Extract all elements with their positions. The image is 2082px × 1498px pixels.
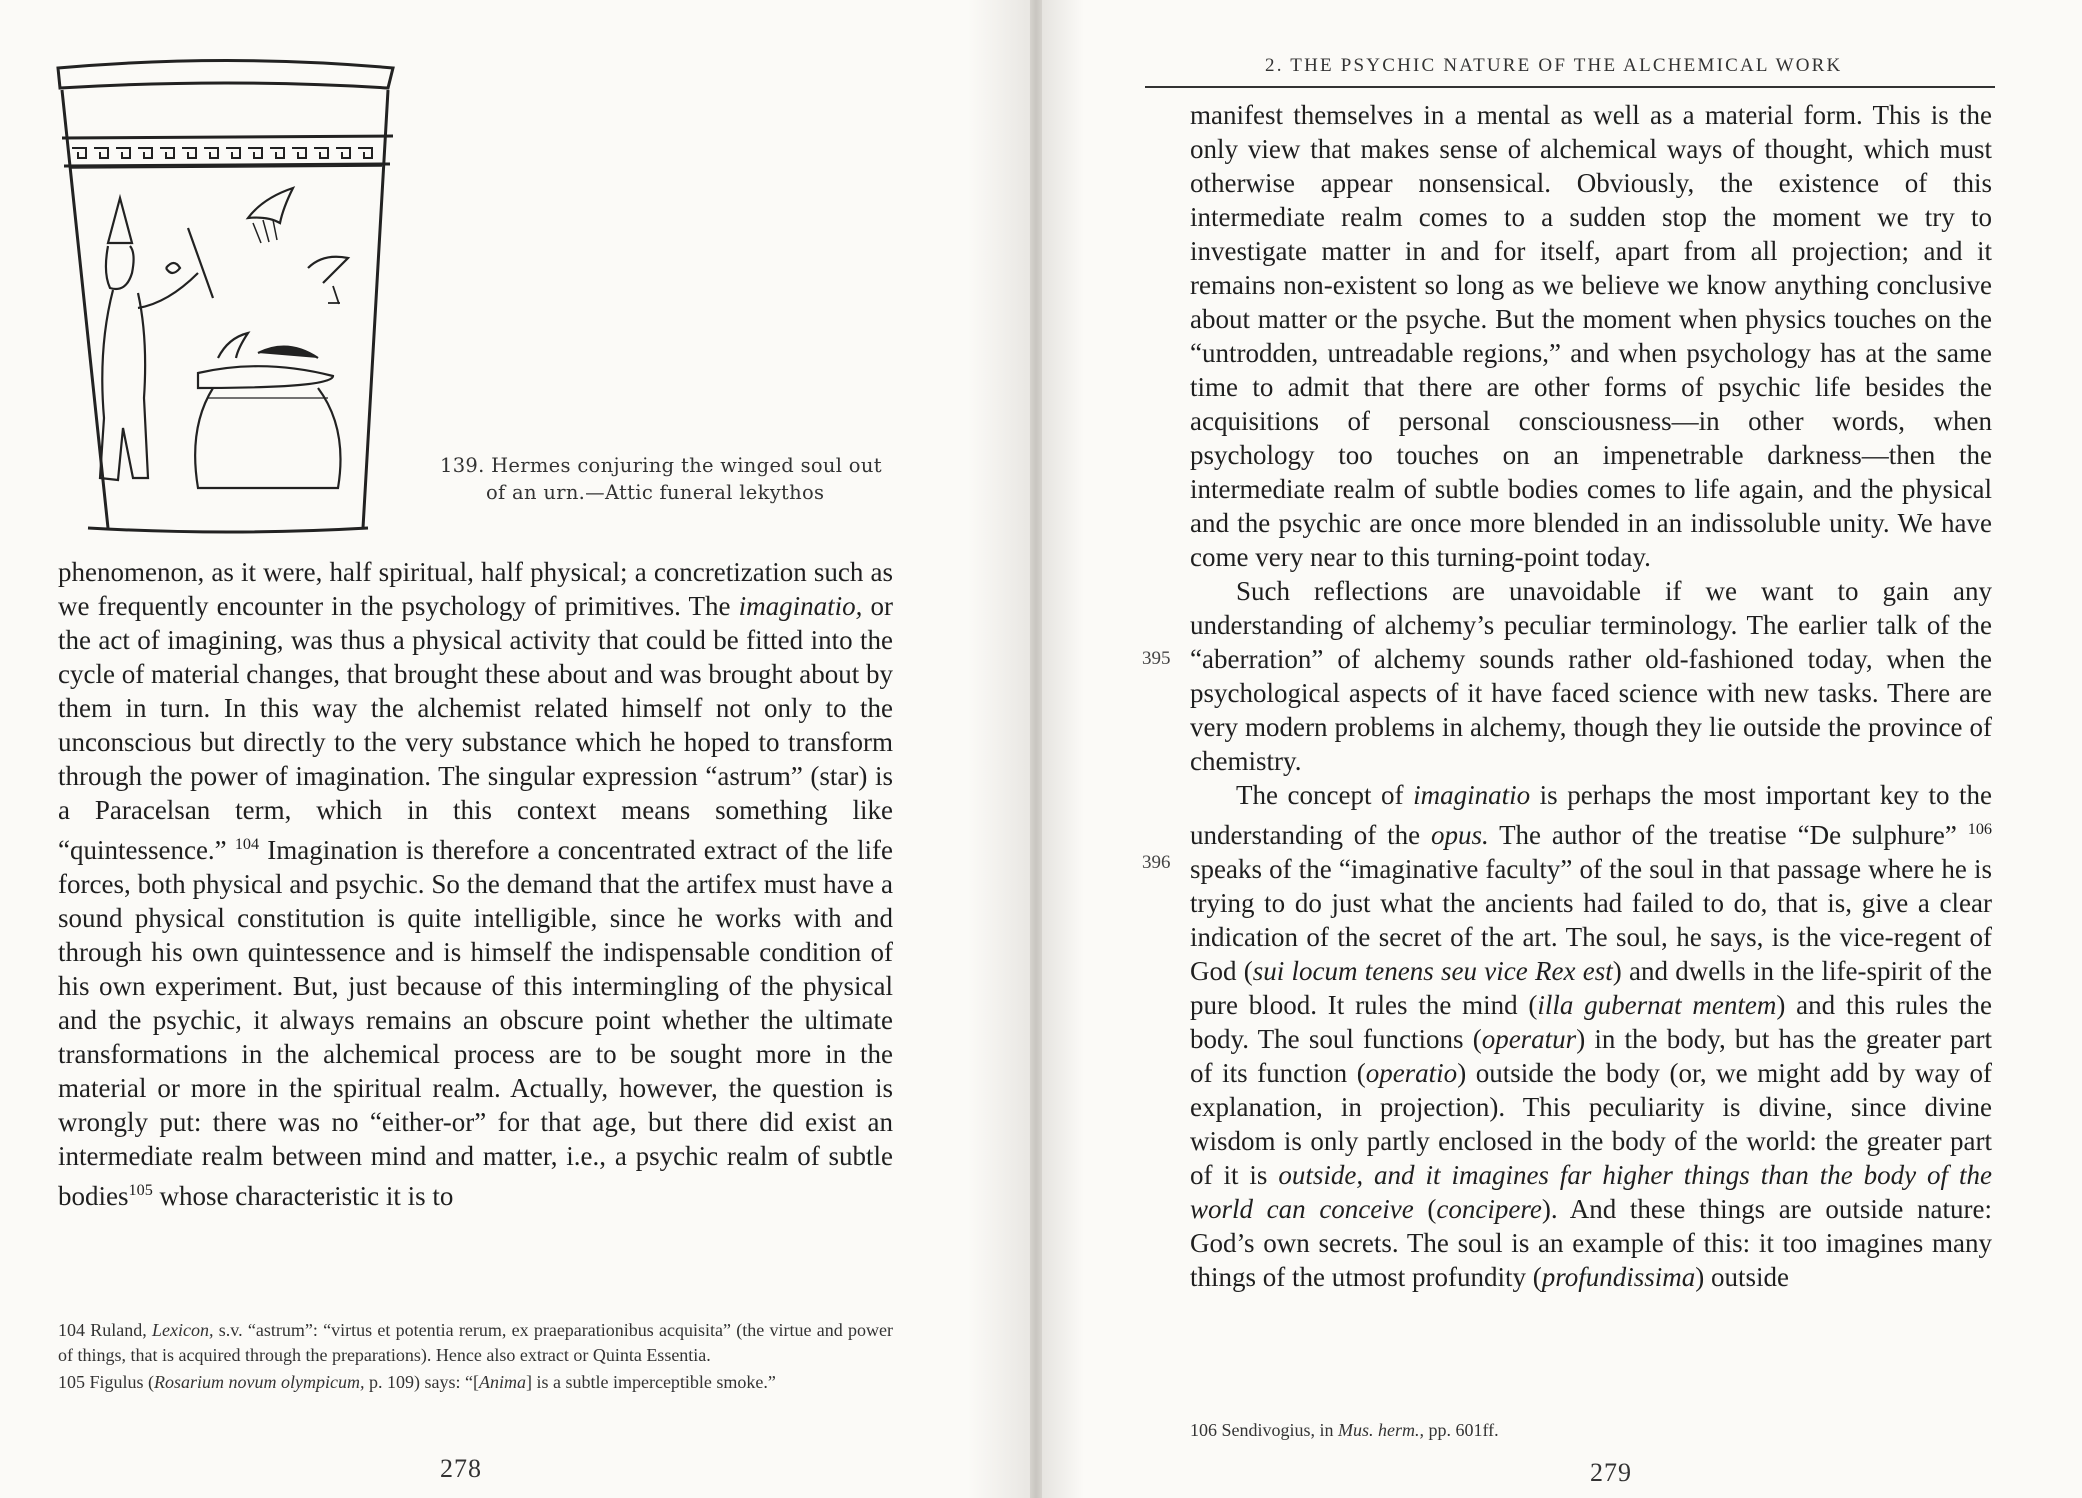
paragraph-396	[1190, 778, 1992, 1294]
italic-run: Mus. herm.,	[1338, 1420, 1425, 1440]
italic-run: opus.	[1430, 820, 1489, 850]
italic-run: outside, and it imagines far higher things than the body of the world can conceive	[1190, 1160, 1992, 1224]
caption-line-2: of an urn.—Attic funeral lekythos	[486, 481, 825, 504]
italic-run: Rosarium novum olympicum,	[154, 1372, 365, 1392]
italic-run: illa gubernat mentem	[1537, 990, 1777, 1020]
text-run: ) and this rules the body. The soul functions (	[1190, 990, 1992, 1054]
text-run: is perhaps the most important key to the understanding of the	[1190, 780, 1992, 850]
italic-run: Anima	[478, 1372, 526, 1392]
text-run: ). And these things are outside nature: God’s own secrets. The soul is an example of this: it too imagines many things of the utmost profundity (	[1190, 1194, 1992, 1292]
italic-run: sui locum tenens seu vice Rex est	[1252, 956, 1613, 986]
italic-run: operatio	[1365, 1058, 1458, 1088]
italic-run: imaginatio,	[738, 591, 863, 621]
footnote-ref: 106	[1967, 820, 1993, 838]
text-run: s.v. “astrum”: “virtus et potentia rerum, ex praeparationibus acquisita” (the virtue and power of things, that is acquired through the preparations). Hence also extract or Quinta Essentia.	[58, 1320, 893, 1365]
italic-run: concipere	[1436, 1194, 1542, 1224]
text-run: (	[1413, 1194, 1437, 1224]
caption-line-1: 139. Hermes conjuring the winged soul out	[440, 454, 882, 477]
text-run: speaks of the “imaginative faculty” of the soul in that passage where he is trying to do just what the ancients had failed to do, that is, give a clear indication of the secret of the art. The soul, he says, is the vice-regent of God (	[1190, 854, 1992, 986]
left-body-text	[58, 555, 893, 1213]
italic-run: operatur	[1481, 1024, 1577, 1054]
italic-run: profundissima	[1541, 1262, 1696, 1292]
paragraph-continued: manifest themselves in a mental as well as a material form. This is the only view that makes sense of alchemical ways of thought, which must otherwise appear nonsensical. Obviously, the existence of this intermediate realm comes to a sudden stop the moment we try to investigate matter in and for itself, apart from all projection; and it remains non-existent so long as we believe we know anything conclusive about matter or the psyche. But the moment when physics touches on the “untrodden, untreadable regions,” and when psychology has at the same time to admit that there are other forms of psychic life besides the acquisitions of personal consciousness—in other words, when psychology too touches on an impenetrable darkness—then the intermediate realm of subtle bodies comes to life again, and the physical and the psychic are once more blended in an indissoluble unity. We have come very near to this turning-point today.	[1190, 100, 1992, 572]
running-head: 2. THE PSYCHIC NATURE OF THE ALCHEMICAL WORK	[1265, 55, 1843, 76]
text-run: Imagination is therefore a concentrated extract of the life forces, both physical and psychic. So the demand that the artifex must have a sound physical constitution is quite intelligible, since he works with and through his own quintessence and is himself the indispensable condition of his own experiment. But, just because of this intermingling of the physical and the psychic, it always remains an obscure point whether the ultimate transformations in the alchemical process are to be sought more in the material or more in the spiritual realm. Actually, however, the question is wrongly put: there was no “either-or” for that age, but there did exist an intermediate realm between mind and matter, i.e., a psychic realm of subtle bodies	[58, 835, 894, 1211]
text-run: whose characteristic it is to	[152, 1181, 454, 1211]
text-run: ) and dwells in the life-spirit of the pure blood. It rules the mind (	[1190, 956, 1992, 1020]
text-run: The author of the treatise “De sulphure”	[1488, 820, 1957, 850]
paragraph-395: Such reflections are unavoidable if we want to gain any understanding of alchemy’s peculiar terminology. The earlier talk of the “aberration” of alchemy sounds rather old-fashioned today, when the psychological aspects of it have faced science with new tasks. There are very modern problems in alchemy, though they lie outside the province of chemistry.	[1190, 576, 1992, 776]
text-run: 104 Ruland,	[58, 1320, 153, 1340]
page-number-right: 279	[1590, 1458, 1632, 1487]
text-run: 106 Sendivogius, in	[1190, 1420, 1339, 1440]
paragraph-number-395: 395	[1142, 648, 1171, 669]
text-run: pp. 601ff.	[1424, 1420, 1499, 1440]
text-run: ) outside the body (or, we might add by way of explanation, in projection). This peculiarity is divine, since divine wisdom is only partly enclosed in the body of the world: the greater part of it is	[1190, 1058, 1992, 1190]
footnote-ref: 104	[234, 835, 260, 853]
text-run: ) outside	[1695, 1262, 1790, 1292]
page-number-left: 278	[440, 1454, 482, 1483]
running-head-rule	[1145, 86, 1995, 88]
paragraph-number-396: 396	[1142, 852, 1171, 873]
text-run: ) in the body, but has the greater part of its function (	[1190, 1024, 1992, 1088]
left-page	[0, 0, 1030, 1498]
right-body-text	[1190, 98, 1992, 1294]
text-run: or the act of imagining, was thus a physical activity that could be fitted into the cycle of material changes, that brought these about and was brought about by them in turn. In this way the alchemist related himself not only to the unconscious but directly to the very substance which he hoped to transform through the power of imagination. The singular expression “astrum” (star) is a Paracelsan term, which in this context means something like “quintessence.”	[58, 591, 893, 865]
lekythos-illustration	[48, 58, 408, 548]
footnote-ref: 105	[128, 1181, 153, 1199]
text-run: ] is a subtle imperceptible smoke.”	[525, 1372, 776, 1392]
left-footnotes	[58, 1318, 893, 1397]
footnote-105	[58, 1370, 893, 1395]
right-footnotes	[1190, 1418, 1992, 1443]
paragraph	[58, 555, 893, 1213]
italic-run: imaginatio	[1413, 780, 1531, 810]
italic-run: Lexicon,	[152, 1320, 214, 1340]
text-run: The concept of	[1236, 780, 1414, 810]
text-run: phenomenon, as it were, half spiritual, half physical; a concretization such as we frequently encounter in the psychology of primitives. The	[58, 557, 893, 621]
footnote-104	[58, 1318, 893, 1368]
text-run: p. 109) says: “[	[364, 1372, 479, 1392]
book-gutter	[1030, 0, 1042, 1498]
text-run: 105 Figulus (	[58, 1372, 155, 1392]
figure-caption	[440, 452, 895, 506]
